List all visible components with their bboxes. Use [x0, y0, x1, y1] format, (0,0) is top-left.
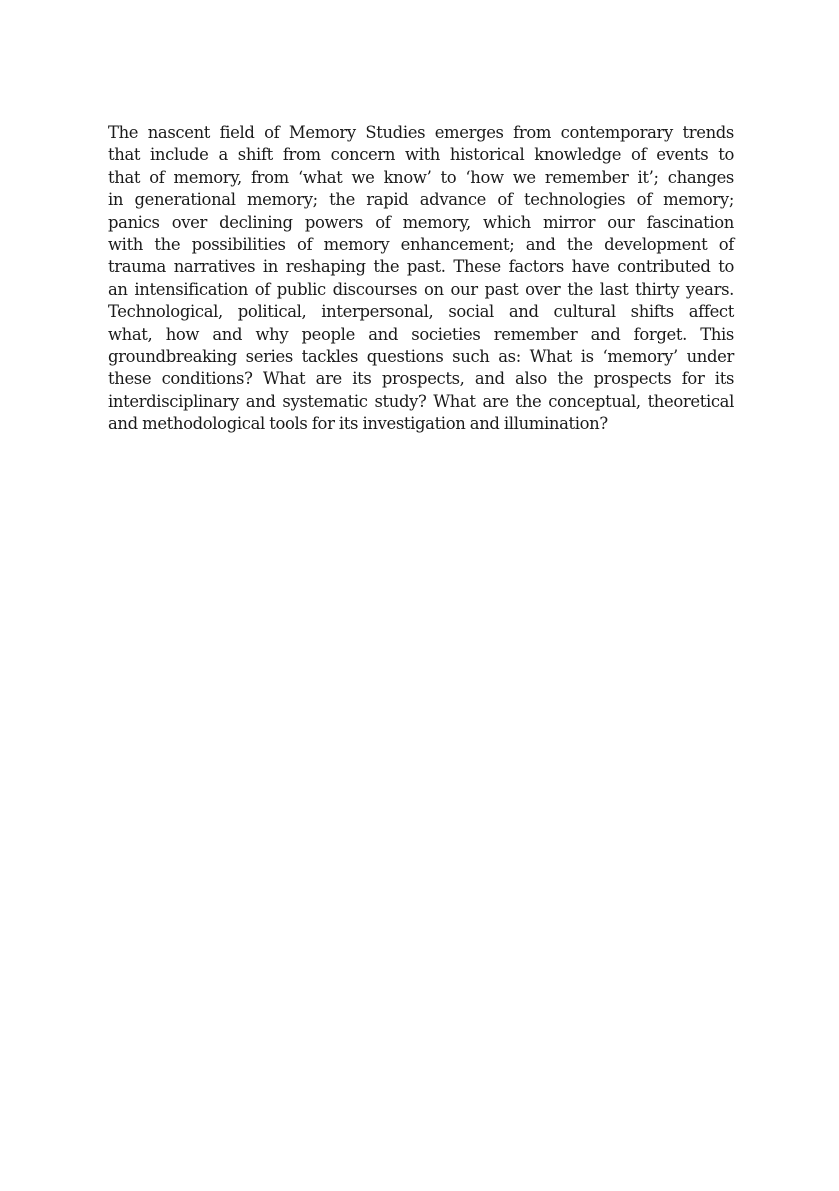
- paragraph-line: that of memory, from ‘what we know’ to ‘how we remember it’; changes: [108, 167, 734, 187]
- paragraph-line: Technological, political, interpersonal, social and cultural shifts affect: [108, 302, 734, 322]
- paragraph-line: and methodological tools for its investigation and illumination?: [108, 414, 608, 434]
- paragraph-line: an intensification of public discourses on our past over the last thirty years.: [108, 279, 734, 299]
- paragraph-line: that include a shift from concern with historical knowledge of events to: [108, 145, 734, 165]
- paragraph-line: panics over declining powers of memory, which mirror our fascination: [108, 212, 734, 232]
- paragraph-line: with the possibilities of memory enhancement; and the development of: [108, 235, 734, 255]
- paragraph-line: trauma narratives in reshaping the past. These factors have contributed to: [108, 257, 734, 277]
- paragraph-line: groundbreaking series tackles questions such as: What is ‘memory’ under: [108, 347, 734, 367]
- paragraph-line: what, how and why people and societies remember and forget. This: [108, 324, 734, 344]
- paragraph-line: interdisciplinary and systematic study? What are the conceptual, theoretical: [108, 391, 734, 411]
- paragraph-line: these conditions? What are its prospects, and also the prospects for its: [108, 369, 734, 389]
- paragraph-line: The nascent field of Memory Studies emerges from contemporary trends: [108, 123, 734, 142]
- paragraph-line: in generational memory; the rapid advance of technologies of memory;: [108, 190, 734, 210]
- series-description-paragraph: [108, 122, 734, 436]
